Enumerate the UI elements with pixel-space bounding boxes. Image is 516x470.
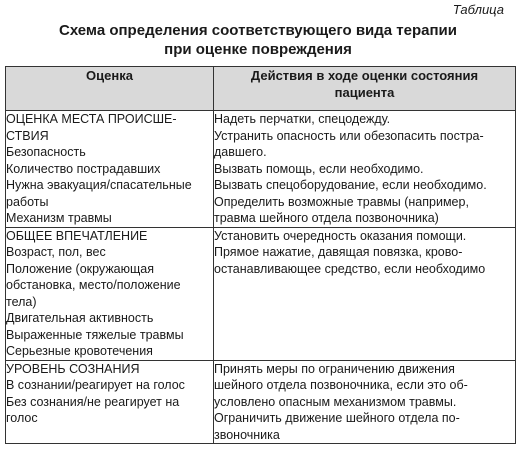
table-row-general-impression bbox=[6, 227, 516, 360]
header-actions-line-1: Действия в ходе оценки состояния bbox=[250, 68, 479, 83]
cell-line: СТВИЯ bbox=[6, 128, 49, 143]
cell-line: шейного отдела позвоночника, если это об- bbox=[214, 378, 468, 392]
cell-line: Надеть перчатки, спецодежду. bbox=[214, 112, 391, 126]
cell-line: УРОВЕНЬ СОЗНАНИЯ bbox=[6, 361, 140, 376]
cell-line: Механизм травмы bbox=[6, 211, 112, 225]
header-actions-line-2: пациента bbox=[334, 85, 395, 100]
cell-line: Без сознания/не реагирует на bbox=[6, 394, 180, 409]
cell-line: Вызвать спецоборудование, если необходимо. bbox=[214, 178, 487, 192]
assessment-scheme-table bbox=[5, 66, 516, 444]
cell-line: Серьезные кровотечения bbox=[6, 344, 153, 358]
header-assessment: Оценка bbox=[6, 67, 214, 111]
actions-cell bbox=[214, 360, 516, 444]
cell-line: Выраженные тяжелые травмы bbox=[6, 327, 184, 342]
cell-line: Определить возможные травмы (например, bbox=[214, 194, 469, 209]
cell-line: Ограничить движение шейного отдела по- bbox=[214, 411, 460, 425]
cell-line: В сознании/реагирует на голос bbox=[6, 378, 185, 392]
table-row-scene-assessment bbox=[6, 111, 516, 228]
header-actions bbox=[214, 67, 516, 111]
cell-line: ОБЩЕЕ ВПЕЧАТЛЕНИЕ bbox=[6, 228, 148, 243]
cell-line: Положение (окружающая bbox=[6, 261, 155, 276]
table-header-row bbox=[6, 67, 516, 111]
cell-line: Вызвать помощь, если необходимо. bbox=[214, 161, 424, 176]
cell-line: тела) bbox=[6, 294, 37, 309]
cell-line: голос bbox=[6, 411, 38, 425]
cell-line: Устранить опасность или обезопасить постра- bbox=[214, 128, 484, 143]
cell-line: Принять меры по ограничению движения bbox=[214, 361, 455, 376]
cell-line: Нужна эвакуация/спасательные bbox=[6, 178, 192, 192]
cell-line: Установить очередность оказания помощи. bbox=[214, 228, 467, 243]
title-line-2: при оценке повреждения bbox=[164, 41, 352, 58]
actions-cell bbox=[214, 111, 516, 228]
cell-line: Двигательная активность bbox=[6, 311, 154, 325]
cell-line: работы bbox=[6, 194, 49, 209]
table-caption-tag: Таблица bbox=[452, 2, 504, 17]
cell-line: условлено опасным механизмом травмы. bbox=[214, 394, 457, 409]
cell-line: звоночника bbox=[214, 427, 280, 442]
title-line-1: Схема определения соответствующего вида терапии bbox=[58, 22, 457, 39]
assessment-cell bbox=[6, 111, 214, 228]
cell-line: ОЦЕНКА МЕСТА ПРОИСШЕ- bbox=[6, 112, 177, 126]
assessment-cell bbox=[6, 227, 214, 360]
cell-line: Количество пострадавших bbox=[6, 161, 161, 176]
cell-line: останавливающее средство, если необходимо bbox=[214, 261, 486, 276]
actions-cell bbox=[214, 227, 516, 360]
cell-line: Возраст, пол, вес bbox=[6, 245, 106, 259]
cell-line: Прямое нажатие, давящая повязка, крово- bbox=[214, 245, 463, 259]
cell-line: давшего. bbox=[214, 145, 267, 159]
cell-line: Безопасность bbox=[6, 145, 86, 159]
table-row-consciousness-level bbox=[6, 360, 516, 444]
cell-line: травма шейного отдела позвоночника) bbox=[214, 211, 439, 225]
assessment-cell bbox=[6, 360, 214, 444]
cell-line: обстановка, место/положение bbox=[6, 278, 181, 292]
document-title bbox=[0, 21, 516, 59]
